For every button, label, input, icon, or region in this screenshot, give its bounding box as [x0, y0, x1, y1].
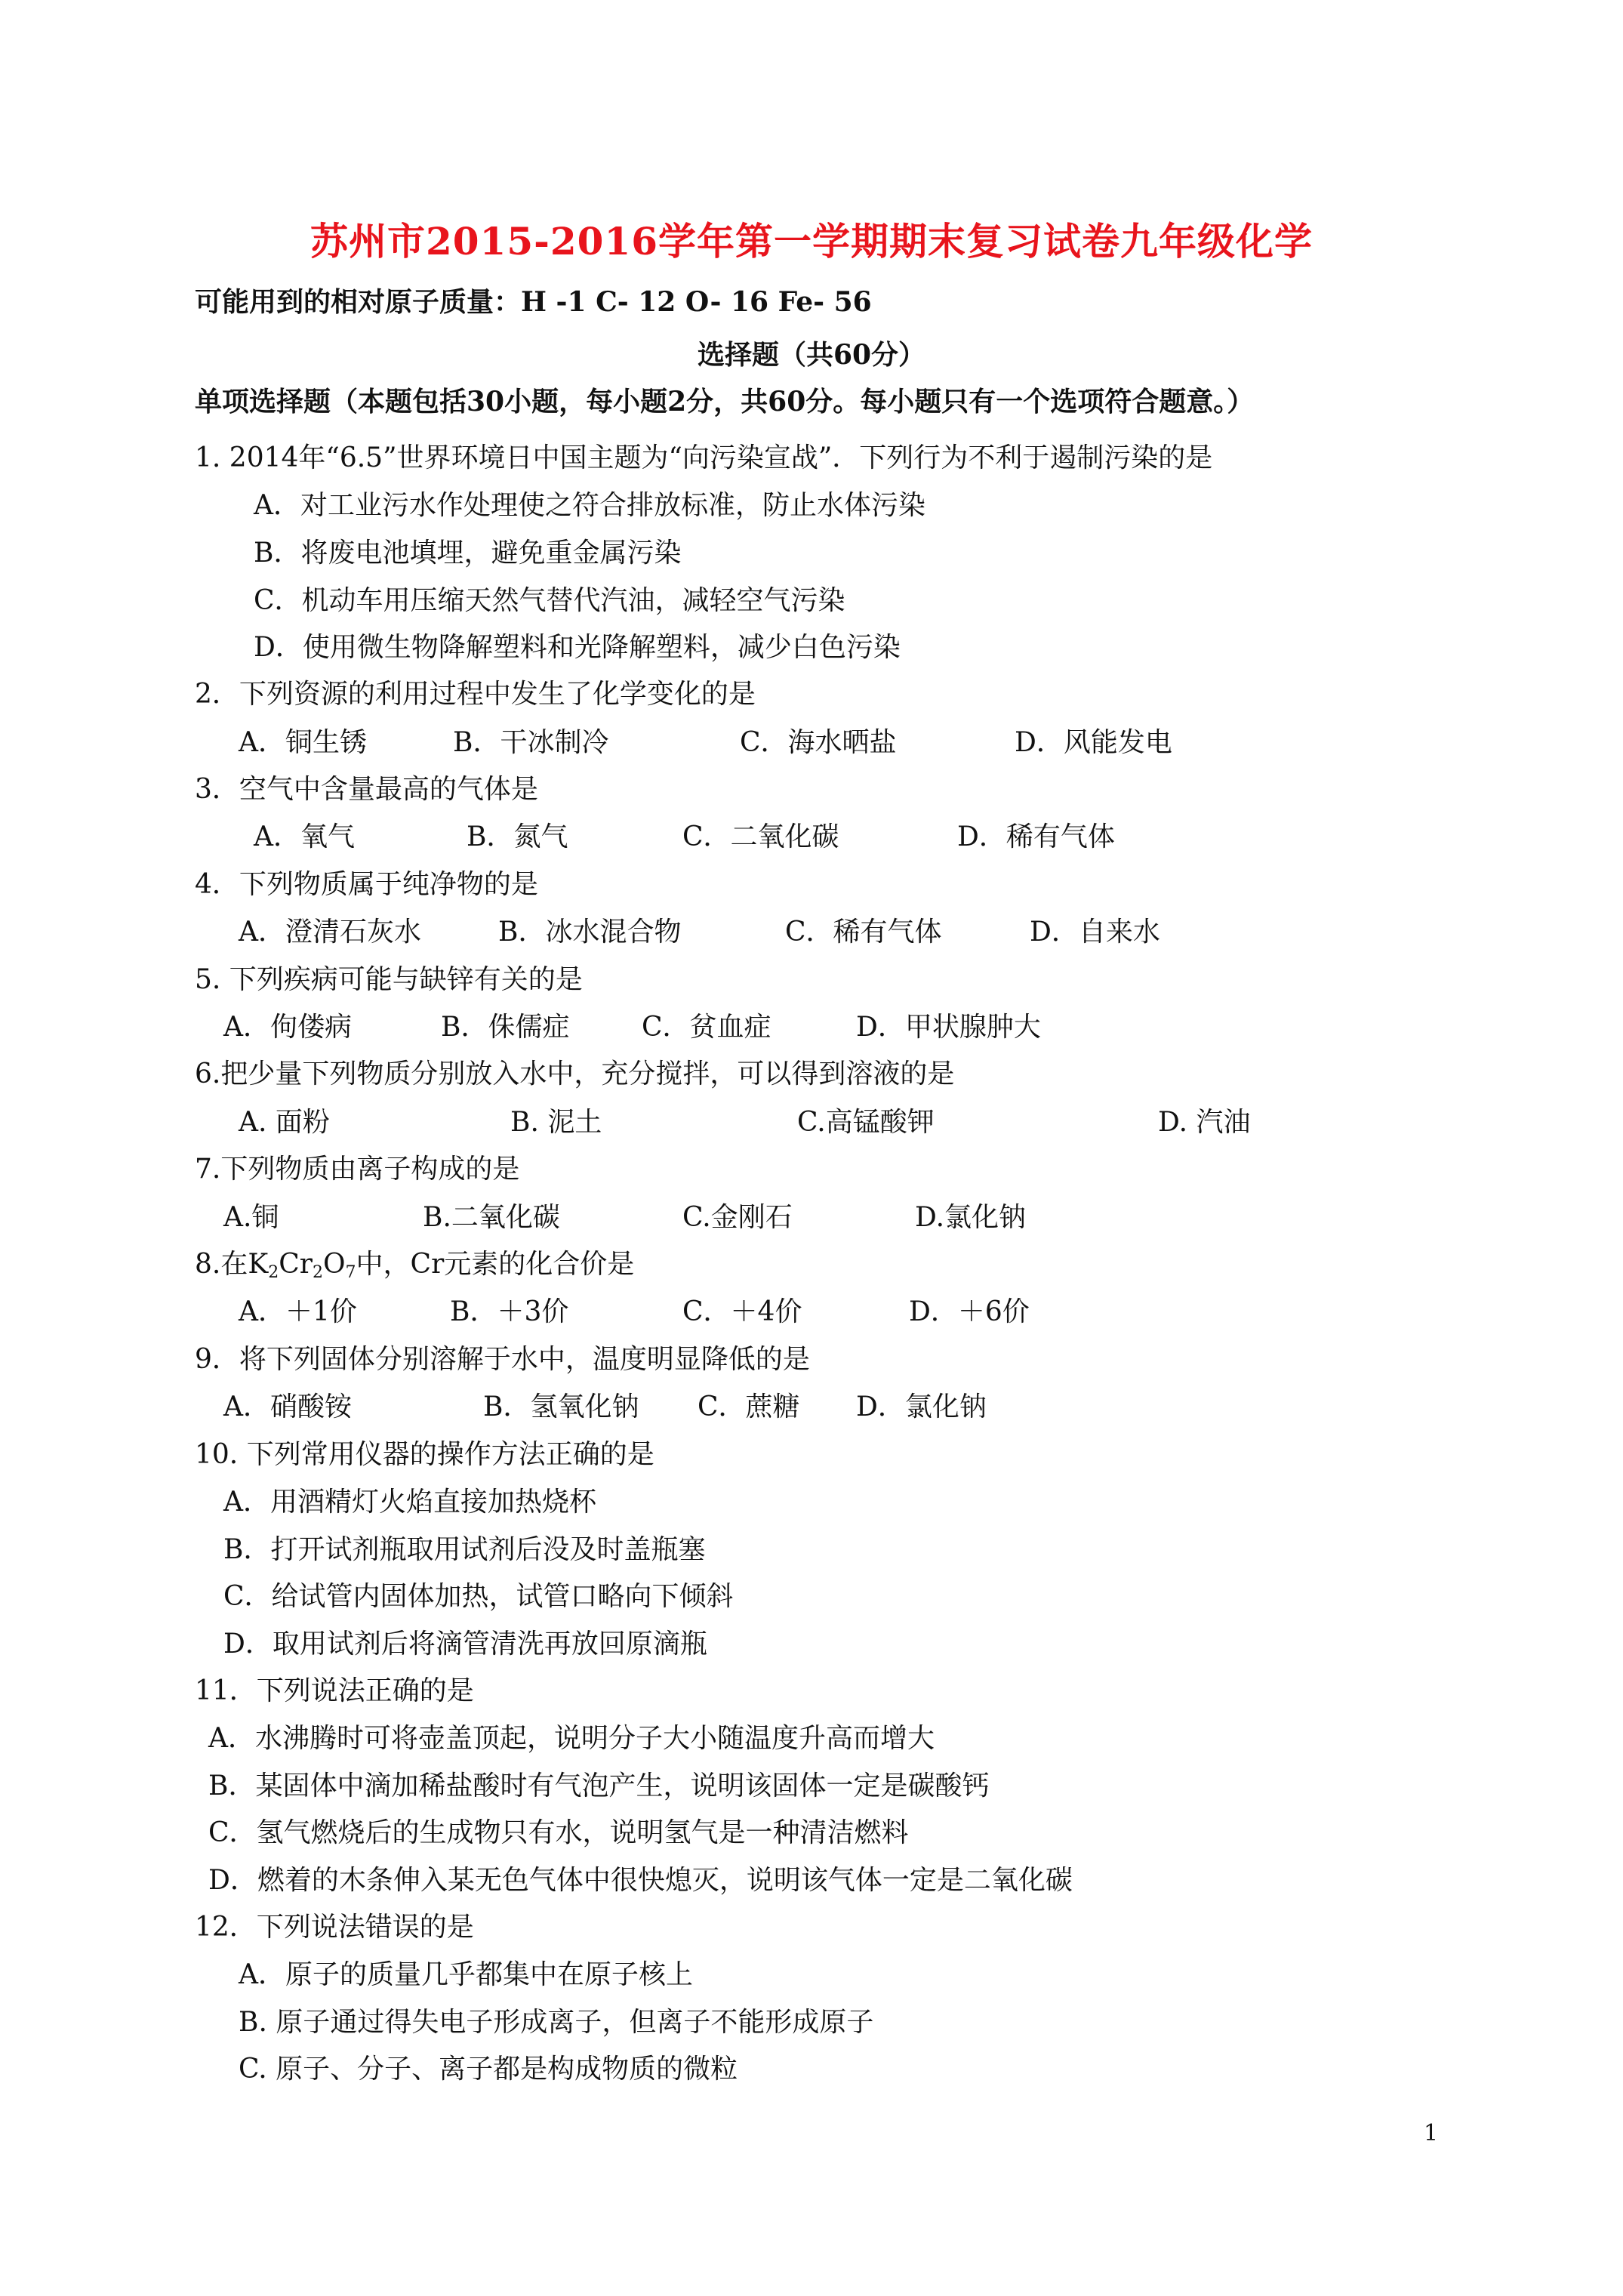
q8-sub-cr: 2	[313, 1263, 324, 1282]
q8-option-b: B．＋3价	[450, 1296, 569, 1327]
q11-option-b: B．某固体中滴加稀盐酸时有气泡产生，说明该固体一定是碳酸钙	[208, 1771, 990, 1801]
q8-stem	[195, 1248, 634, 1281]
section-instructions: 单项选择题（本题包括30小题，每小题2分，共60分。每小题只有一个选项符合题意。）	[195, 386, 1255, 418]
q8-stem-pre: 8.在K	[195, 1249, 269, 1280]
q11-stem: 11．下列说法正确的是	[195, 1675, 474, 1706]
page-number: 1	[1424, 2120, 1439, 2147]
q1-stem: 1. 2014年“6.5”世界环境日中国主题为“向污染宣战”．下列行为不利于遏制污染的是	[195, 442, 1213, 473]
q4-option-d: D．自来水	[1030, 917, 1160, 948]
q2-option-a: A．铜生锈	[239, 727, 367, 758]
q4-option-b: B．冰水混合物	[498, 917, 682, 948]
q1-option-b: B．将废电池填埋，避免重金属污染	[254, 538, 682, 569]
q12-stem: 12．下列说法错误的是	[195, 1912, 474, 1943]
q8-stem-o: O	[323, 1249, 346, 1280]
q9-option-b: B．氢氧化钠	[483, 1391, 639, 1422]
q4-option-c: C．稀有气体	[785, 917, 942, 948]
q11-option-c: C．氢气燃烧后的生成物只有水，说明氢气是一种清洁燃料	[208, 1817, 909, 1848]
q12-option-b: B. 原子通过得失电子形成离子，但离子不能形成原子	[239, 2007, 874, 2038]
q8-option-a: A．＋1价	[239, 1296, 357, 1327]
q2-stem: 2．下列资源的利用过程中发生了化学变化的是	[195, 679, 756, 710]
q8-stem-cr: Cr	[279, 1249, 313, 1280]
q6-option-c: C.高锰酸钾	[797, 1107, 935, 1138]
q7-option-c: C.金刚石	[682, 1202, 793, 1233]
q6-stem: 6.把少量下列物质分别放入水中，充分搅拌，可以得到溶液的是	[195, 1059, 955, 1089]
q9-option-c: C．蔗糖	[698, 1391, 800, 1422]
q5-option-b: B．侏儒症	[441, 1012, 570, 1043]
q1-option-d: D．使用微生物降解塑料和光降解塑料，减少白色污染	[254, 632, 901, 663]
q5-stem: 5. 下列疾病可能与缺锌有关的是	[195, 964, 583, 995]
q11-option-a: A．水沸腾时可将壶盖顶起，说明分子大小随温度升高而增大	[208, 1723, 935, 1754]
q11-option-d: D．燃着的木条伸入某无色气体中很快熄灭，说明该气体一定是二氧化碳	[208, 1865, 1073, 1896]
q4-option-a: A．澄清石灰水	[239, 917, 421, 948]
q7-option-a: A.铜	[223, 1202, 279, 1233]
q10-option-c: C．给试管内固体加热，试管口略向下倾斜	[223, 1581, 734, 1612]
q6-option-a: A. 面粉	[239, 1107, 330, 1138]
q8-option-c: C．＋4价	[682, 1296, 802, 1327]
q3-option-a: A．氧气	[254, 821, 355, 852]
q3-stem: 3．空气中含量最高的气体是	[195, 774, 538, 805]
q2-option-b: B．干冰制冷	[453, 727, 609, 758]
q8-option-d: D．＋6价	[909, 1296, 1030, 1327]
q6-option-b: B. 泥土	[510, 1107, 602, 1138]
q12-option-c: C. 原子、分子、离子都是构成物质的微粒	[239, 2054, 738, 2085]
q8-stem-post: 中，Cr元素的化合价是	[356, 1249, 635, 1280]
q5-option-c: C．贫血症	[642, 1012, 771, 1043]
q7-option-b: B.二氧化碳	[423, 1202, 560, 1233]
exam-title: 苏州市2015-2016学年第一学期期末复习试卷九年级化学	[310, 219, 1313, 264]
q8-sub-o: 7	[345, 1263, 356, 1282]
q9-stem: 9．将下列固体分别溶解于水中，温度明显降低的是	[195, 1344, 810, 1375]
q3-option-b: B．氮气	[467, 821, 568, 852]
q4-stem: 4．下列物质属于纯净物的是	[195, 869, 538, 900]
section-title: 选择题（共60分）	[697, 339, 926, 371]
q9-option-d: D．氯化钠	[856, 1391, 987, 1422]
q5-option-a: A．佝偻病	[223, 1012, 352, 1043]
q2-option-d: D．风能发电	[1015, 727, 1172, 758]
q12-option-a: A．原子的质量几乎都集中在原子核上	[239, 1959, 693, 1990]
q10-stem: 10. 下列常用仪器的操作方法正确的是	[195, 1439, 654, 1470]
q1-option-c: C．机动车用压缩天然气替代汽油，减轻空气污染	[254, 585, 845, 616]
q1-option-a: A．对工业污水作处理使之符合排放标准，防止水体污染	[254, 490, 925, 521]
q10-option-a: A．用酒精灯火焰直接加热烧杯	[223, 1487, 596, 1518]
q5-option-d: D．甲状腺肿大	[856, 1012, 1041, 1043]
q10-option-b: B．打开试剂瓶取用试剂后没及时盖瓶塞	[223, 1534, 706, 1565]
q9-option-a: A．硝酸铵	[223, 1391, 352, 1422]
q3-option-d: D．稀有气体	[957, 821, 1115, 852]
q3-option-c: C．二氧化碳	[682, 821, 839, 852]
atomic-mass-note: 可能用到的相对原子质量：H -1 C- 12 O- 16 Fe- 56	[195, 286, 872, 318]
q6-option-d: D. 汽油	[1158, 1107, 1251, 1138]
q7-stem: 7.下列物质由离子构成的是	[195, 1154, 520, 1185]
q10-option-d: D．取用试剂后将滴管清洗再放回原滴瓶	[223, 1629, 707, 1660]
q7-option-d: D.氯化钠	[915, 1202, 1027, 1233]
q2-option-c: C．海水晒盐	[740, 727, 897, 758]
q8-sub-k: 2	[268, 1263, 279, 1282]
